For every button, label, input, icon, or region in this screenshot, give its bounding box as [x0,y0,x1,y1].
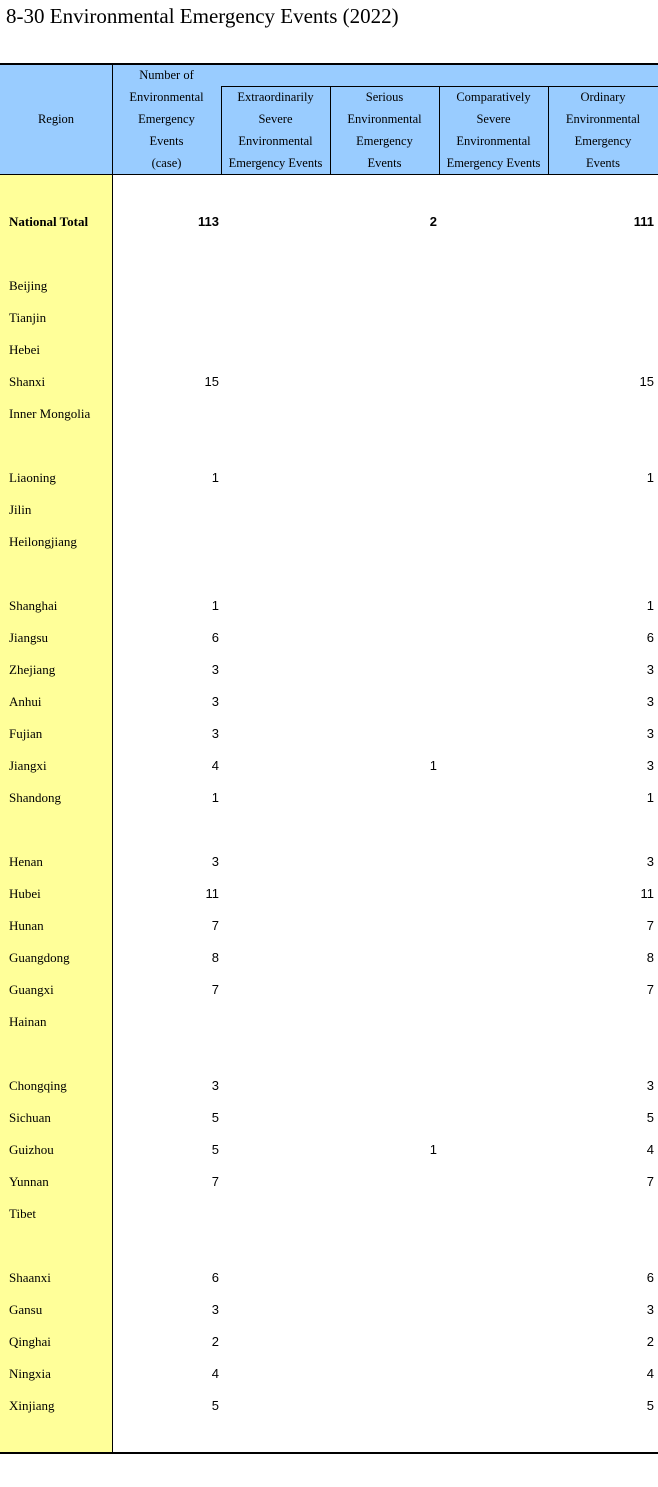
table-top-rule [0,63,658,65]
ordinary-count: 11 [640,886,654,901]
total-count: 2 [211,1334,219,1349]
ordinary-count: 1 [646,470,654,485]
region-name: Inner Mongolia [9,406,91,421]
total-count: 4 [211,758,219,773]
region-name: Shandong [9,790,61,805]
table-row [0,942,658,974]
total-count: 5 [211,1398,219,1413]
table-row [0,1326,658,1358]
table-row [0,334,658,366]
header-comparatively-severe [439,86,548,174]
total-count: 5 [211,1110,219,1125]
table-row [0,1134,658,1166]
ordinary-count: 7 [646,982,654,997]
table-row [0,782,658,814]
region-name: Jiangxi [9,758,47,773]
region-name: Shanghai [9,598,58,613]
region-name: Sichuan [9,1110,51,1125]
ordinary-count: 1 [646,790,654,805]
ordinary-count: 2 [646,1334,654,1349]
national-total-count: 113 [198,214,219,229]
header-extra-line: Emergency Events [228,156,323,170]
region-name: Shaanxi [9,1270,51,1285]
ordinary-count: 6 [646,1270,654,1285]
header-comp-line: Environmental [456,134,531,148]
ordinary-count: 6 [646,630,654,645]
region-name: Anhui [9,694,42,709]
region-name: Beijing [9,278,48,293]
header-region-label: Region [37,112,75,126]
table-row [0,910,658,942]
total-count: 3 [211,1078,219,1093]
ordinary-count: 3 [646,758,654,773]
header-total-line: (case) [151,156,182,170]
region-name: Hainan [9,1014,47,1029]
total-count: 1 [211,598,219,613]
region-name: Shanxi [9,374,46,389]
total-count: 1 [211,470,219,485]
header-extraordinarily-severe [221,86,330,174]
national-total-label: National Total [9,214,89,229]
region-name: Jiangsu [9,630,48,645]
ordinary-count: 5 [646,1398,654,1413]
region-name: Gansu [9,1302,43,1317]
national-total-row [0,206,658,238]
header-divider [439,86,440,175]
table-row [0,1070,658,1102]
total-count: 3 [211,854,219,869]
region-name: Tianjin [9,310,47,325]
table-row [0,846,658,878]
page-title: 8-30 Environmental Emergency Events (2022) [6,4,399,28]
total-count: 15 [204,374,219,389]
header-serious-line: Environmental [347,112,422,126]
header-total-line: Environmental [129,90,204,104]
header-comp-line: Severe [476,112,511,126]
table-row [0,1390,658,1422]
ordinary-count: 7 [646,1174,654,1189]
header-serious-line: Emergency [356,134,413,148]
region-name: Liaoning [9,470,56,485]
region-name: Henan [9,854,43,869]
serious-count: 1 [429,758,437,773]
ordinary-count: 8 [646,950,654,965]
header-total-line: Events [149,134,184,148]
total-count: 3 [211,726,219,741]
header-total-line: Number of [139,68,194,82]
header-ordinary [548,86,658,174]
region-name: Fujian [9,726,43,741]
table-row [0,1166,658,1198]
total-count: 5 [211,1142,219,1157]
table-row [0,398,658,430]
table-row [0,302,658,334]
header-divider [330,86,331,175]
header-serious [330,86,439,174]
header-ordinary-line: Environmental [565,112,641,126]
total-count: 6 [211,630,219,645]
table-bottom-rule [0,1452,658,1454]
table-row [0,366,658,398]
table-row [0,750,658,782]
table-row [0,622,658,654]
total-count: 8 [211,950,219,965]
region-name: Jilin [9,502,32,517]
ordinary-count: 3 [646,854,654,869]
table-row [0,270,658,302]
table-row [0,654,658,686]
header-ordinary-line: Emergency [574,134,632,148]
region-name: Tibet [9,1206,36,1221]
header-serious-line: Events [367,156,402,170]
total-count: 11 [205,886,219,901]
region-name: Yunnan [9,1174,49,1189]
ordinary-count: 15 [639,374,654,389]
header-divider [221,86,222,175]
region-name: Guizhou [9,1142,54,1157]
table-row [0,974,658,1006]
header-extra-line: Extraordinarily [237,90,314,104]
national-serious-count: 2 [429,214,437,229]
table-row [0,878,658,910]
ordinary-count: 4 [646,1142,654,1157]
header-ordinary-line: Events [585,156,621,170]
header-total-events [112,64,221,174]
header-extra-line: Severe [258,112,293,126]
region-name: Heilongjiang [9,534,77,549]
header-comp-line: Emergency Events [446,156,541,170]
total-count: 7 [211,1174,219,1189]
header-bottom-rule [0,174,658,175]
total-count: 6 [211,1270,219,1285]
total-count: 7 [211,982,219,997]
region-name: Xinjiang [9,1398,55,1413]
total-count: 7 [211,918,219,933]
total-count: 3 [211,694,219,709]
table-row [0,462,658,494]
serious-count: 1 [429,1142,437,1157]
table-row [0,1294,658,1326]
region-name: Guangdong [9,950,70,965]
table-row [0,1006,658,1038]
ordinary-count: 7 [646,918,654,933]
header-total-line: Emergency [138,112,195,126]
table-row [0,590,658,622]
total-count: 4 [211,1366,219,1381]
region-name: Zhejiang [9,662,56,677]
ordinary-count: 3 [646,694,654,709]
total-count: 3 [211,662,219,677]
region-name: Chongqing [9,1078,67,1093]
ordinary-count: 3 [646,662,654,677]
national-ordinary-count: 111 [633,214,654,229]
ordinary-count: 3 [646,1302,654,1317]
ordinary-count: 3 [646,726,654,741]
table-row [0,1262,658,1294]
region-name: Hunan [9,918,44,933]
table-row [0,1358,658,1390]
total-count: 3 [211,1302,219,1317]
ordinary-count: 4 [646,1366,654,1381]
region-name: Qinghai [9,1334,51,1349]
table-row [0,1102,658,1134]
table-row [0,494,658,526]
region-name: Hubei [9,886,41,901]
table-row [0,526,658,558]
table-row [0,686,658,718]
header-extra-line: Environmental [238,134,313,148]
header-comp-line: Comparatively [456,90,531,104]
table-row [0,1198,658,1230]
region-name: Ningxia [9,1366,51,1381]
header-divider [548,86,549,175]
ordinary-count: 3 [646,1078,654,1093]
ordinary-count: 1 [646,598,654,613]
ordinary-count: 5 [646,1110,654,1125]
header-region [0,64,112,174]
region-name: Guangxi [9,982,54,997]
total-count: 1 [211,790,219,805]
region-name: Hebei [9,342,41,357]
header-ordinary-line: Ordinary [580,90,626,104]
table-row [0,718,658,750]
header-serious-line: Serious [365,90,404,104]
